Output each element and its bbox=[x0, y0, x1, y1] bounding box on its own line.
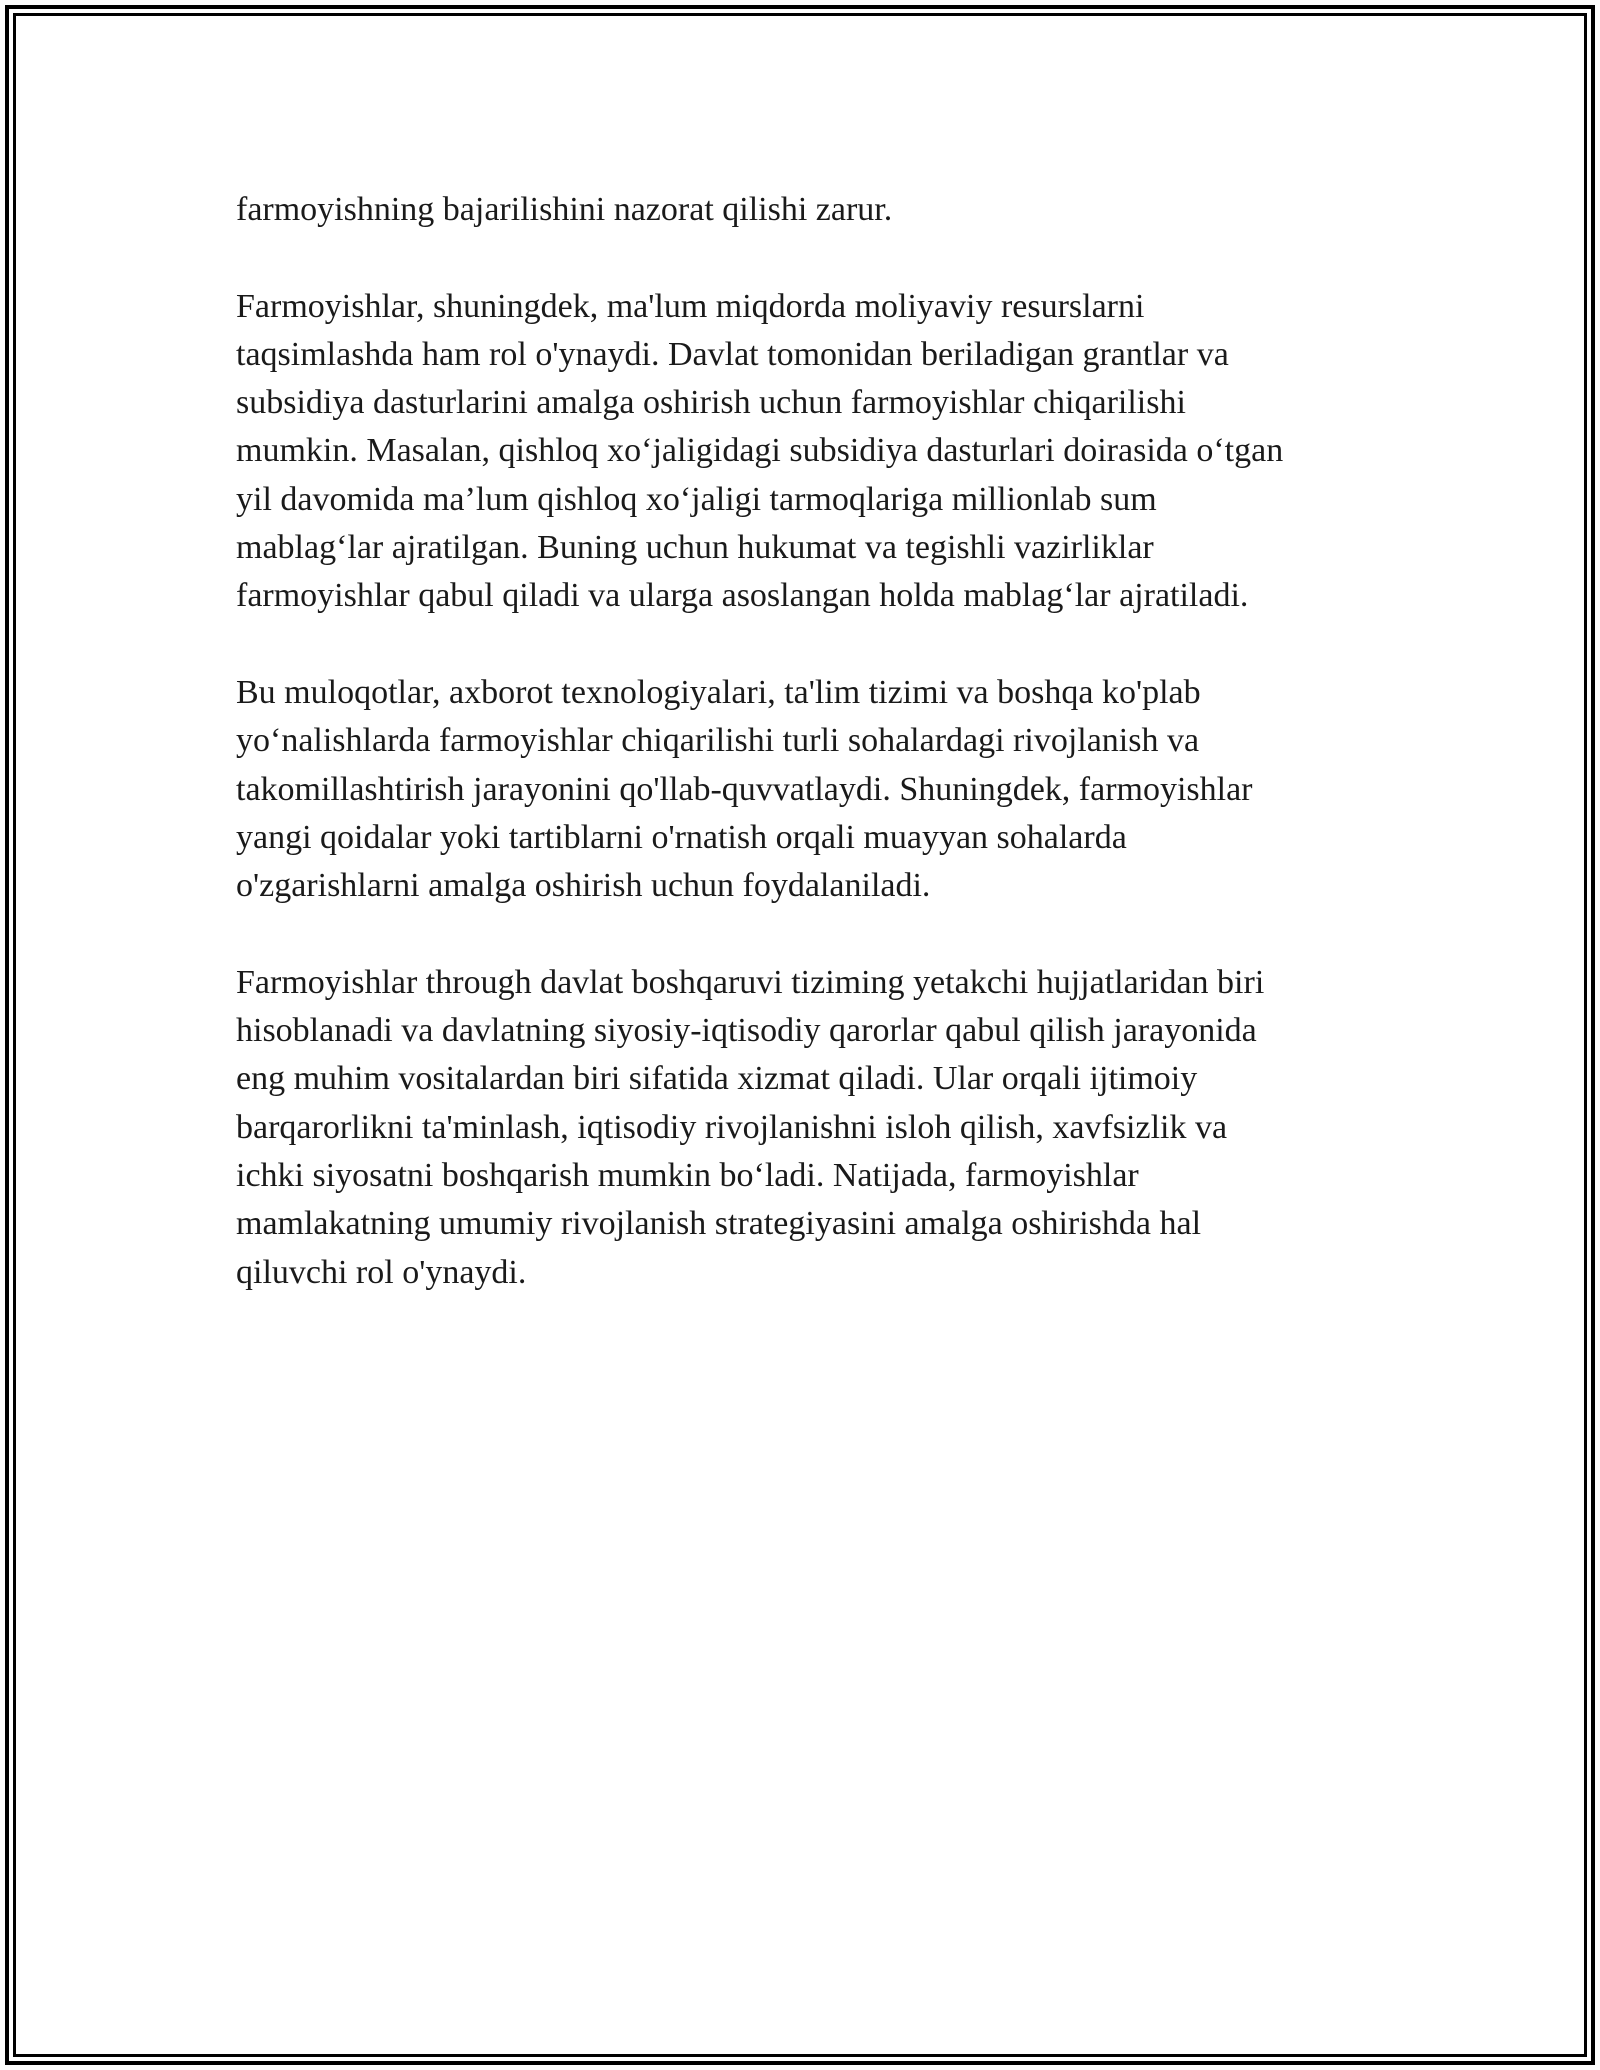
paragraph-3: Bu muloqotlar, axborot texnologiyalari, ta'lim tizimi va boshqa ko'plab yo‘nalishlarda farmoyishlar chiqarilishi turli sohalardagi rivojlanish va takomillashtirish jarayonini qo'llab-quvvatlaydi. Shuningdek, farmoyishlar yangi qoidalar yoki tartiblarni o'rnatish orqali muayyan sohalarda o'zgarishlarni amalga oshirish uchun foydalaniladi. bbox=[236, 673, 1253, 905]
paragraph-1: farmoyishning bajarilishini nazorat qilishi zarur. bbox=[236, 191, 893, 228]
document-body bbox=[236, 186, 1386, 1297]
paragraph-2: Farmoyishlar, shuningdek, ma'lum miqdorda moliyaviy resurslarni taqsimlashda ham rol o'ynaydi. Davlat tomonidan beriladigan grantlar va subsidiya dasturlarini amalga oshirish uchun farmoyishlar chiqarilishi mumkin. Masalan, qishloq xo‘jaligidagi subsidiya dasturlari doirasida o‘tgan yil davomida ma’lum qishloq xo‘jaligi tarmoqlariga millionlab sum mablag‘lar ajratilgan. Buning uchun hukumat va tegishli vazirliklar farmoyishlar qabul qiladi va ularga asoslangan holda mablag‘lar ajratiladi. bbox=[236, 287, 1284, 615]
paragraph-4: Farmoyishlar through davlat boshqaruvi tiziming yetakchi hujjatlaridan biri hisoblanadi va davlatning siyosiy-iqtisodiy qarorlar qabul qilish jarayonida eng muhim vositalardan biri sifatida xizmat qiladi. Ular orqali ijtimoiy barqarorlikni ta'minlash, iqtisodiy rivojlanishni isloh qilish, xavfsizlik va ichki siyosatni boshqarish mumkin bo‘ladi. Natijada, farmoyishlar mamlakatning umumiy rivojlanish strategiyasini amalga oshirishda hal qiluvchi rol o'ynaydi. bbox=[236, 963, 1265, 1291]
